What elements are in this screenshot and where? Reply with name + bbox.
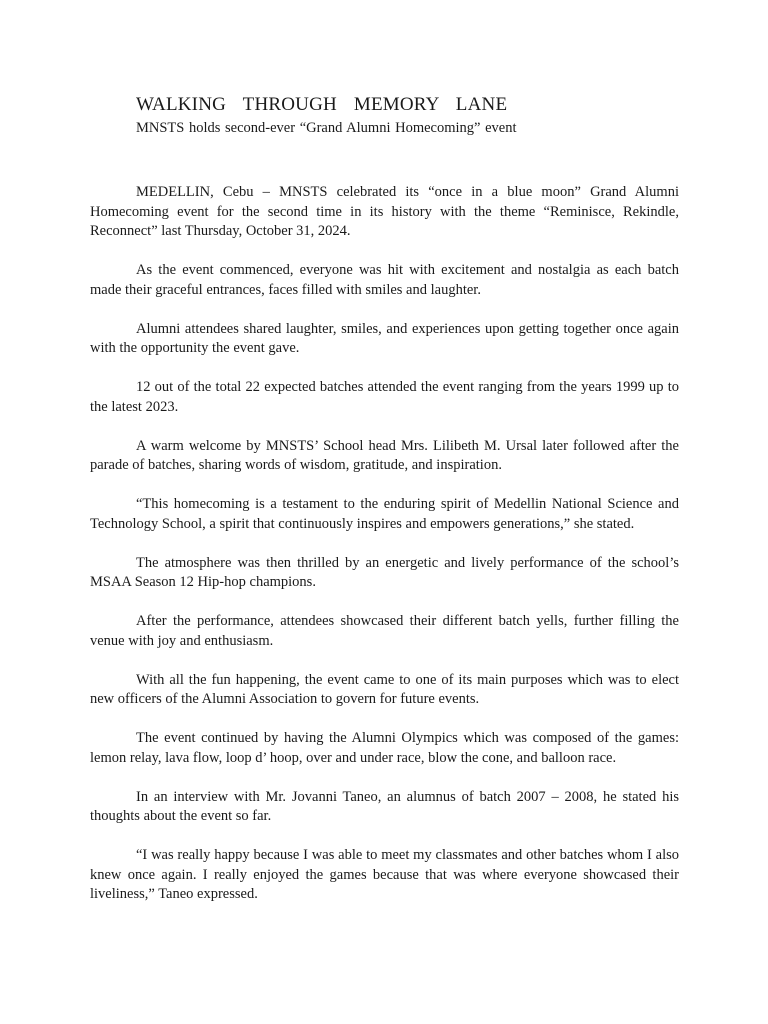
article-paragraph: “This homecoming is a testament to the enduring spirit of Medellin National Science and Technology School, a spirit that continuously inspires and empowers generations,” she stated. [90,496,679,532]
article-paragraph: With all the fun happening, the event came to one of its main purposes which was to elect new officers of the Alumni Association to govern for future events. [90,671,679,707]
article-paragraph: “I was really happy because I was able to meet my classmates and other batches whom I also knew once again. I really enjoyed the games because that was where everyone showcased their liveliness,” Taneo expressed. [90,847,679,902]
article-paragraph: 12 out of the total 22 expected batches attended the event ranging from the years 1999 up to the latest 2023. [90,379,679,415]
article-paragraph: A warm welcome by MNSTS’ School head Mrs. Lilibeth M. Ursal later followed after the parade of batches, sharing words of wisdom, gratitude, and inspiration. [90,437,679,473]
article-headline: WALKING THROUGH MEMORY LANE [136,94,508,115]
article-paragraph: As the event commenced, everyone was hit with excitement and nostalgia as each batch made their graceful entrances, faces filled with smiles and laughter. [90,262,679,298]
article-paragraph: MEDELLIN, Cebu – MNSTS celebrated its “once in a blue moon” Grand Alumni Homecoming event for the second time in its history with the theme “Reminisce, Rekindle, Reconnect” last Thursday, October 31, 2024. [90,184,679,239]
article-page [90,92,679,924]
article-paragraph: In an interview with Mr. Jovanni Taneo, an alumnus of batch 2007 – 2008, he stated his thoughts about the event so far. [90,788,679,824]
article-paragraph: Alumni attendees shared laughter, smiles, and experiences upon getting together once again with the opportunity the event gave. [90,320,679,356]
article-body [90,183,679,905]
article-paragraph: The atmosphere was then thrilled by an energetic and lively performance of the school’s MSAA Season 12 Hip-hop champions. [90,554,679,590]
article-paragraph: The event continued by having the Alumni Olympics which was composed of the games: lemon relay, lava flow, loop d’ hoop, over and under race, blow the cone, and balloon race. [90,730,679,766]
article-subheadline: MNSTS holds second-ever “Grand Alumni Homecoming” event [136,120,517,136]
article-paragraph: After the performance, attendees showcased their different batch yells, further filling the venue with joy and enthusiasm. [90,613,679,649]
